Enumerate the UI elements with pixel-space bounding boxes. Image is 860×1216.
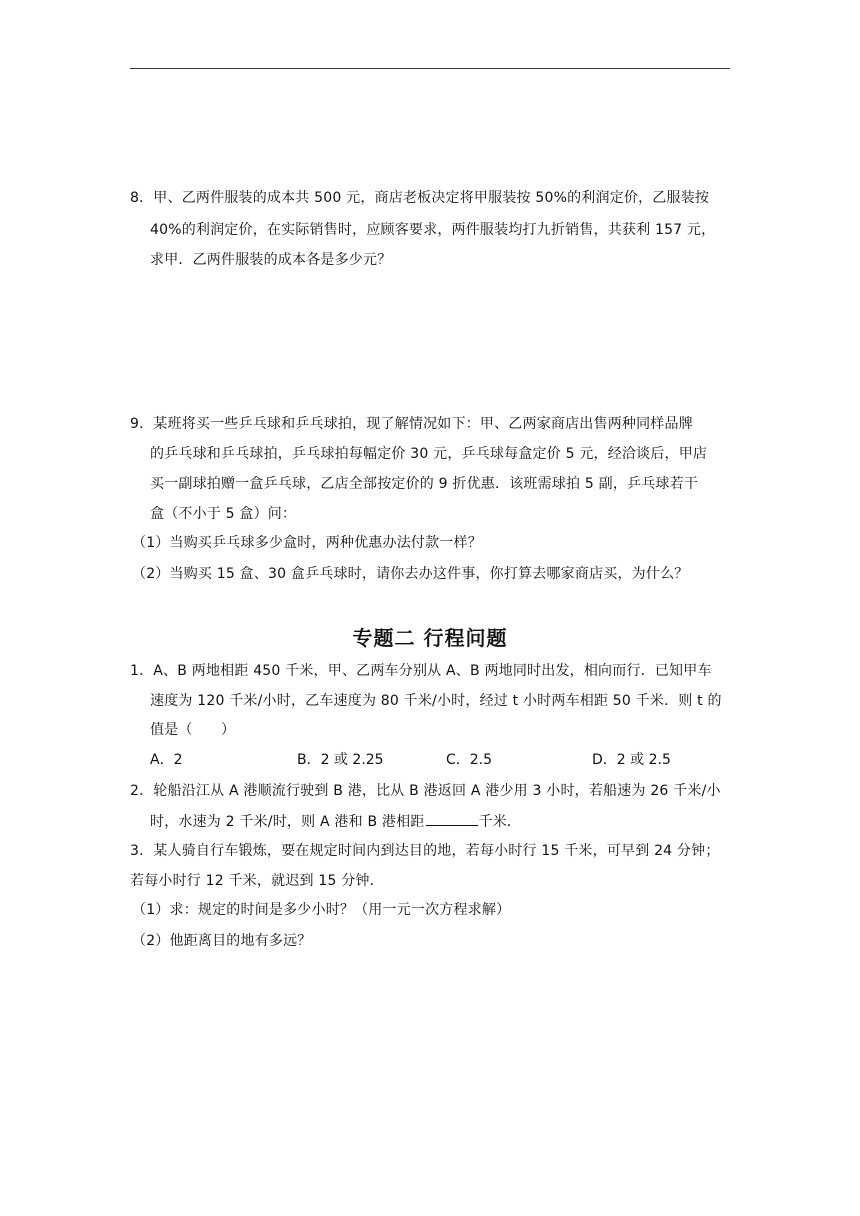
q8-line-3: 求甲．乙两件服装的成本各是多少元？ (150, 252, 392, 268)
p1-option-b: B．2 或 2.25 (297, 752, 384, 768)
p1-option-d: D．2 或 2.5 (592, 752, 671, 768)
p1-line-3: 值是（ ） (150, 722, 236, 738)
p1-option-a: A．2 (150, 752, 183, 768)
q9-line-1: 9．某班将买一些乒乓球和乒乓球拍，现了解情况如下：甲、乙两家商店出售两种同样品牌 (130, 416, 693, 432)
q9-part-1: （1）当购买乒乓球多少盒时，两种优惠办法付款一样？ (132, 535, 482, 551)
q9-line-4: 盒（不小于 5 盒）问： (150, 506, 297, 522)
p2-line-1: 2．轮船沿江从 A 港顺流行驶到 B 港，比从 B 港返回 A 港少用 3 小时，若船速为 26 千米/小 (130, 783, 721, 799)
q9-line-3: 买一副球拍赠一盒乒乓球，乙店全部按定价的 9 折优惠．该班需球拍 5 副，乒乓球若干 (150, 476, 699, 492)
p3-part-2: （2）他距离目的地有多远？ (132, 933, 312, 949)
header-rule (130, 68, 730, 69)
p2-line-2-before: 时，水速为 2 千米/时，则 A 港和 B 港相距 (150, 814, 425, 830)
section-title: 专题二 行程问题 (352, 626, 508, 650)
p1-line-2: 速度为 120 千米/小时，乙车速度为 80 千米/小时，经过 t 小时两车相距 50 千米．则 t 的 (150, 693, 722, 709)
p1-line-1: 1．A、B 两地相距 450 千米，甲、乙两车分别从 A、B 两地同时出发，相向而行．已知甲车 (130, 663, 712, 679)
p2-line-2 (150, 811, 521, 832)
q9-part-2: （2）当购买 15 盒、30 盒乒乓球时，请你去办这件事，你打算去哪家商店买，为什么？ (132, 566, 689, 582)
p1-option-c: C．2.5 (446, 752, 493, 768)
p3-line-2: 若每小时行 12 千米，就迟到 15 分钟． (130, 873, 384, 889)
q8-line-1: 8．甲、乙两件服装的成本共 500 元，商店老板决定将甲服装按 50%的利润定价，乙服装按 (130, 190, 710, 206)
p2-line-2-after: 千米． (478, 814, 522, 830)
p3-part-1: （1）求：规定的时间是多少小时？（用一元一次方程求解） (132, 902, 511, 918)
q8-line-2: 40%的利润定价，在实际销售时，应顾客要求，两件服装均打九折销售，共获利 157 元， (150, 222, 716, 238)
answer-blank (426, 811, 478, 826)
p3-line-1: 3．某人骑自行车锻炼，要在规定时间内到达目的地，若每小时行 15 千米，可早到 24 分钟； (130, 843, 720, 859)
q9-line-2: 的乒乓球和乒乓球拍，乒乓球拍每幅定价 30 元，乒乓球每盒定价 5 元，经洽谈后，甲店 (150, 446, 708, 462)
